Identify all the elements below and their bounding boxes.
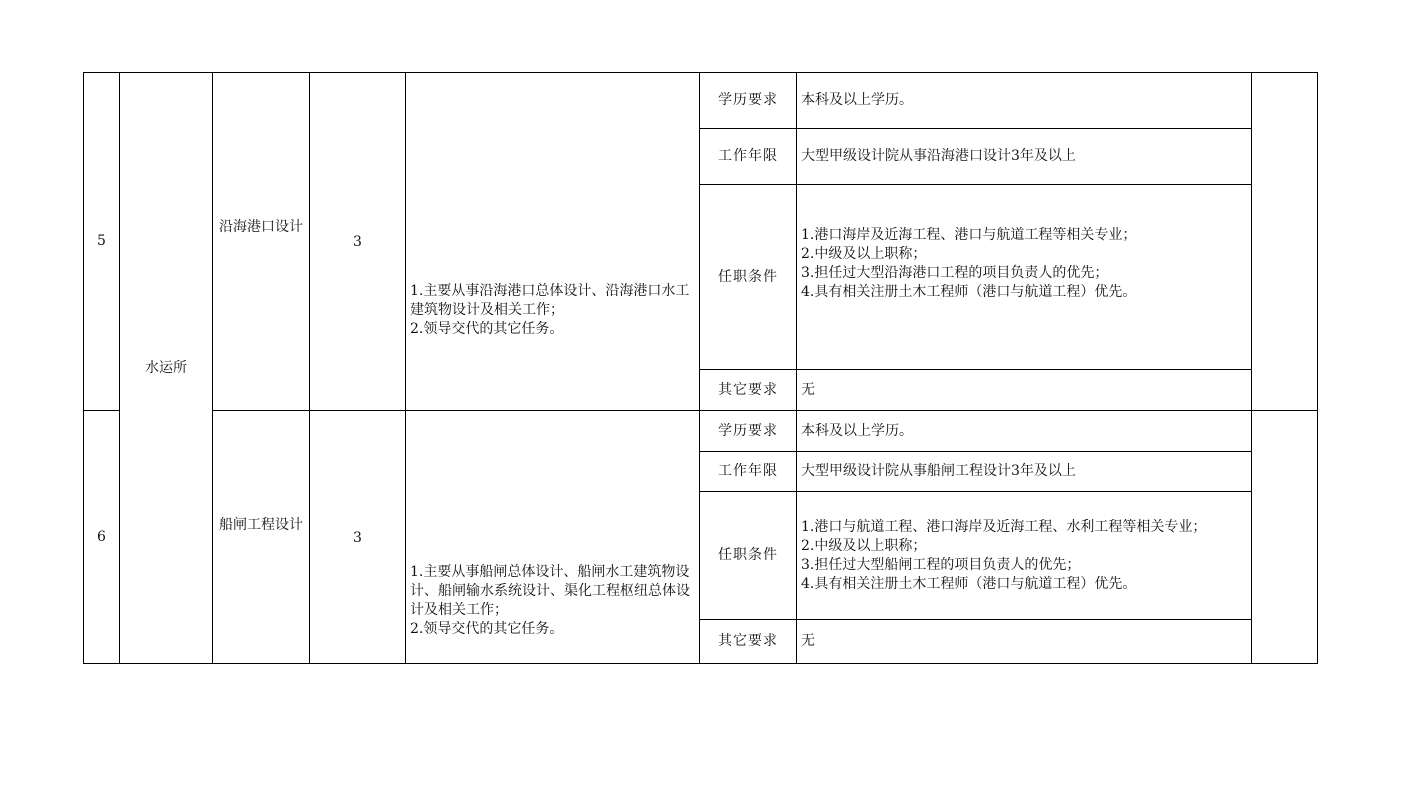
requirement-line: 4.具有相关注册土木工程师（港口与航道工程）优先。 bbox=[801, 284, 1137, 300]
duty-line: 1.主要从事船闸总体设计、船闸水工建筑物设计、船闸输水系统设计、渠化工程枢纽总体设计及相关工作； bbox=[410, 564, 690, 618]
requirement-line: 本科及以上学历。 bbox=[801, 92, 913, 108]
requirement-label: 工作年限 bbox=[700, 452, 797, 492]
requirement-line: 1.港口与航道工程、港口海岸及近海工程、水利工程等相关专业； bbox=[801, 518, 1207, 535]
remark-cell bbox=[1252, 411, 1318, 664]
table-row bbox=[84, 411, 1318, 452]
requirement-value bbox=[797, 411, 1252, 452]
headcount: 3 bbox=[310, 73, 406, 411]
department-cell: 水运所 bbox=[120, 73, 213, 664]
requirement-line: 4.具有相关注册土木工程师（港口与航道工程）优先。 bbox=[801, 575, 1137, 592]
requirement-line: 无 bbox=[801, 633, 815, 649]
requirement-value bbox=[797, 620, 1252, 664]
requirement-value bbox=[797, 370, 1252, 411]
requirement-line: 无 bbox=[801, 381, 815, 398]
requirement-line: 大型甲级设计院从事沿海港口设计3年及以上 bbox=[801, 148, 1076, 164]
requirement-label: 学历要求 bbox=[700, 411, 797, 452]
requirement-line: 2.中级及以上职称； bbox=[801, 246, 927, 262]
requirement-label: 工作年限 bbox=[700, 129, 797, 185]
requirement-value bbox=[797, 452, 1252, 492]
job-requirements-table bbox=[83, 72, 1318, 664]
duties-cell bbox=[406, 73, 700, 411]
requirement-label: 学历要求 bbox=[700, 73, 797, 129]
requirement-value bbox=[797, 185, 1252, 370]
requirement-value bbox=[797, 73, 1252, 129]
post-name: 船闸工程设计 bbox=[213, 411, 310, 664]
headcount: 3 bbox=[310, 411, 406, 664]
duty-line: 2.领导交代的其它任务。 bbox=[410, 320, 564, 337]
requirement-line: 3.担任过大型船闸工程的项目负责人的优先； bbox=[801, 556, 1081, 573]
requirement-label: 任职条件 bbox=[700, 185, 797, 370]
table-row bbox=[84, 73, 1318, 129]
requirement-line: 1.港口海岸及近海工程、港口与航道工程等相关专业； bbox=[801, 227, 1137, 243]
requirement-label: 其它要求 bbox=[700, 620, 797, 664]
requirement-value bbox=[797, 492, 1252, 620]
row-number: 5 bbox=[84, 73, 120, 411]
requirement-line: 2.中级及以上职称； bbox=[801, 537, 927, 554]
row-number: 6 bbox=[84, 411, 120, 664]
remark-cell bbox=[1252, 73, 1318, 411]
duties-cell bbox=[406, 411, 700, 664]
requirement-value bbox=[797, 129, 1252, 185]
requirement-line: 3.担任过大型沿海港口工程的项目负责人的优先； bbox=[801, 265, 1109, 281]
requirement-label: 其它要求 bbox=[700, 370, 797, 411]
requirement-line: 大型甲级设计院从事船闸工程设计3年及以上 bbox=[801, 463, 1076, 479]
requirement-line: 本科及以上学历。 bbox=[801, 422, 913, 439]
post-name: 沿海港口设计 bbox=[213, 73, 310, 411]
duty-line: 1.主要从事沿海港口总体设计、沿海港口水工建筑物设计及相关工作； bbox=[410, 282, 690, 318]
duty-line: 2.领导交代的其它任务。 bbox=[410, 621, 564, 637]
requirement-label: 任职条件 bbox=[700, 492, 797, 620]
